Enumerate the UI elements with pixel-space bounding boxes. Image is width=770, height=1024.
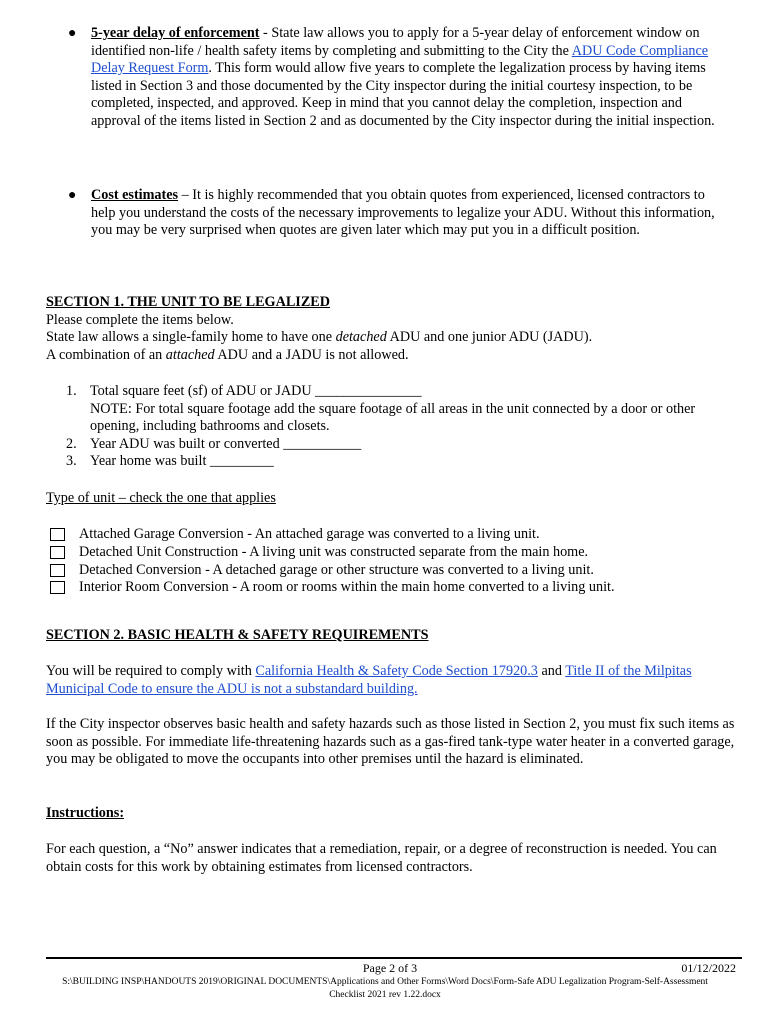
unit-type-option[interactable] [50, 562, 730, 580]
unit-questions-list [66, 383, 726, 471]
bullet-icon: ● [68, 26, 77, 41]
question-text: Year home was built _________ [90, 453, 274, 470]
section-1-heading: SECTION 1. THE UNIT TO BE LEGALIZED [46, 294, 330, 310]
section-1-rule-1: State law allows a single-family home to have one detached ADU and one junior ADU (JADU). [46, 329, 593, 346]
question-note: NOTE: For total square footage add the square footage of all areas in the unit connected by a door or other opening, including bathrooms and closets. [90, 400, 696, 435]
bullet-title: Cost estimates [91, 187, 179, 203]
footer-date: 01/12/2022 [681, 961, 736, 975]
bullet-title: 5-year delay of enforcement [91, 25, 260, 41]
section-1 [46, 294, 736, 364]
checkbox-label: Detached Conversion - A detached garage or other structure was converted to a living unit. [79, 561, 594, 578]
question-year-home-built[interactable] [66, 453, 726, 471]
checkbox[interactable] [50, 564, 65, 577]
checkbox[interactable] [50, 528, 65, 541]
type-of-unit-label: Type of unit – check the one that applies [46, 490, 276, 506]
bullet-text [91, 187, 731, 240]
bullet-body-cont: . This form would allow five years to complete the legalization process by having items listed in Section 3 and those documented by the City inspector during the initial courtesy inspection, to be completed, inspected, and approved. Keep in mind that you cannot delay the completion, inspection and approval of the items listed in Section 2 and as documented by the City inspector during the initial inspection. [91, 60, 715, 129]
section-2-paragraph-2: If the City inspector observes basic health and safety hazards such as those listed in Section 2, you must fix such items as soon as possible. For immediate life-threatening hazards such as a gas-fired tank-type water heater in a converted garage, you may be obligated to move the occupants into other premises until the hazard is eliminated. [46, 716, 735, 768]
question-text: Year ADU was built or converted ___________ [90, 435, 362, 452]
checkbox-label: Detached Unit Construction - A living unit was constructed separate from the main home. [79, 543, 589, 560]
question-text: Total square feet (sf) of ADU or JADU _______________ [90, 383, 422, 399]
instructions-heading: Instructions: [46, 805, 125, 821]
question-year-adu-built[interactable] [66, 436, 726, 454]
instructions-paragraph: For each question, a “No” answer indicates that a remediation, repair, or a degree of reconstruction is needed. You can obtain costs for this work by obtaining estimates from licensed contractors. [46, 841, 717, 875]
health-safety-code-link[interactable]: California Health & Safety Code Section 17920.3 [255, 663, 538, 679]
bullet-text [91, 25, 731, 131]
unit-type-option[interactable] [50, 526, 730, 544]
unit-type-option[interactable] [50, 544, 730, 562]
checkbox[interactable] [50, 581, 65, 594]
section-2-heading: SECTION 2. BASIC HEALTH & SAFETY REQUIREMENTS [46, 627, 429, 643]
page-number: Page 2 of 3 [362, 961, 418, 975]
bullet-body: – It is highly recommended that you obtain quotes from experienced, licensed contractors to help you understand the costs of the necessary improvements to legalize your ADU. Without this information, you may be very surprised when quotes are given later which may put you in a difficult position. [91, 187, 715, 239]
footer-file-path: S:\BUILDING INSP\HANDOUTS 2019\ORIGINAL DOCUMENTS\Applications and Other Forms\Word Docs\Form-Safe ADU Legalization Program-Self-Assessment Checklist 2021 rev 1.22.docx [62, 977, 708, 1000]
municipal-code-link[interactable]: Title II of the Milpitas Municipal Code to ensure the ADU is not a substandard building. [46, 663, 692, 697]
checkbox-label: Attached Garage Conversion - An attached garage was converted to a living unit. [79, 526, 540, 542]
section-2-paragraph-1: You will be required to comply with California Health & Safety Code Section 17920.3 and Title II of the Milpitas Municipal Code to ensure the ADU is not a substandard building. [46, 663, 692, 697]
list-number: 2. [66, 435, 77, 452]
bullet-body: - State law allows you to apply for a 5-year delay of enforcement window on identified non-life / health safety items by completing and submitting to the City the [91, 25, 700, 59]
section-1-intro: Please complete the items below. [46, 311, 234, 328]
checkbox[interactable] [50, 546, 65, 559]
unit-type-option[interactable] [50, 579, 730, 597]
list-number: 1. [66, 383, 77, 399]
unit-type-checklist [50, 526, 730, 597]
question-total-sf[interactable] [66, 383, 726, 436]
footer-divider [46, 957, 742, 959]
delay-request-form-link[interactable]: ADU Code Compliance Delay Request Form [91, 42, 709, 77]
checkbox-label: Interior Room Conversion - A room or rooms within the main home converted to a living unit. [79, 579, 615, 596]
list-number: 3. [66, 453, 77, 470]
bullet-icon: ● [68, 188, 77, 203]
section-1-rule-2: A combination of an attached ADU and a JADU is not allowed. [46, 346, 409, 363]
